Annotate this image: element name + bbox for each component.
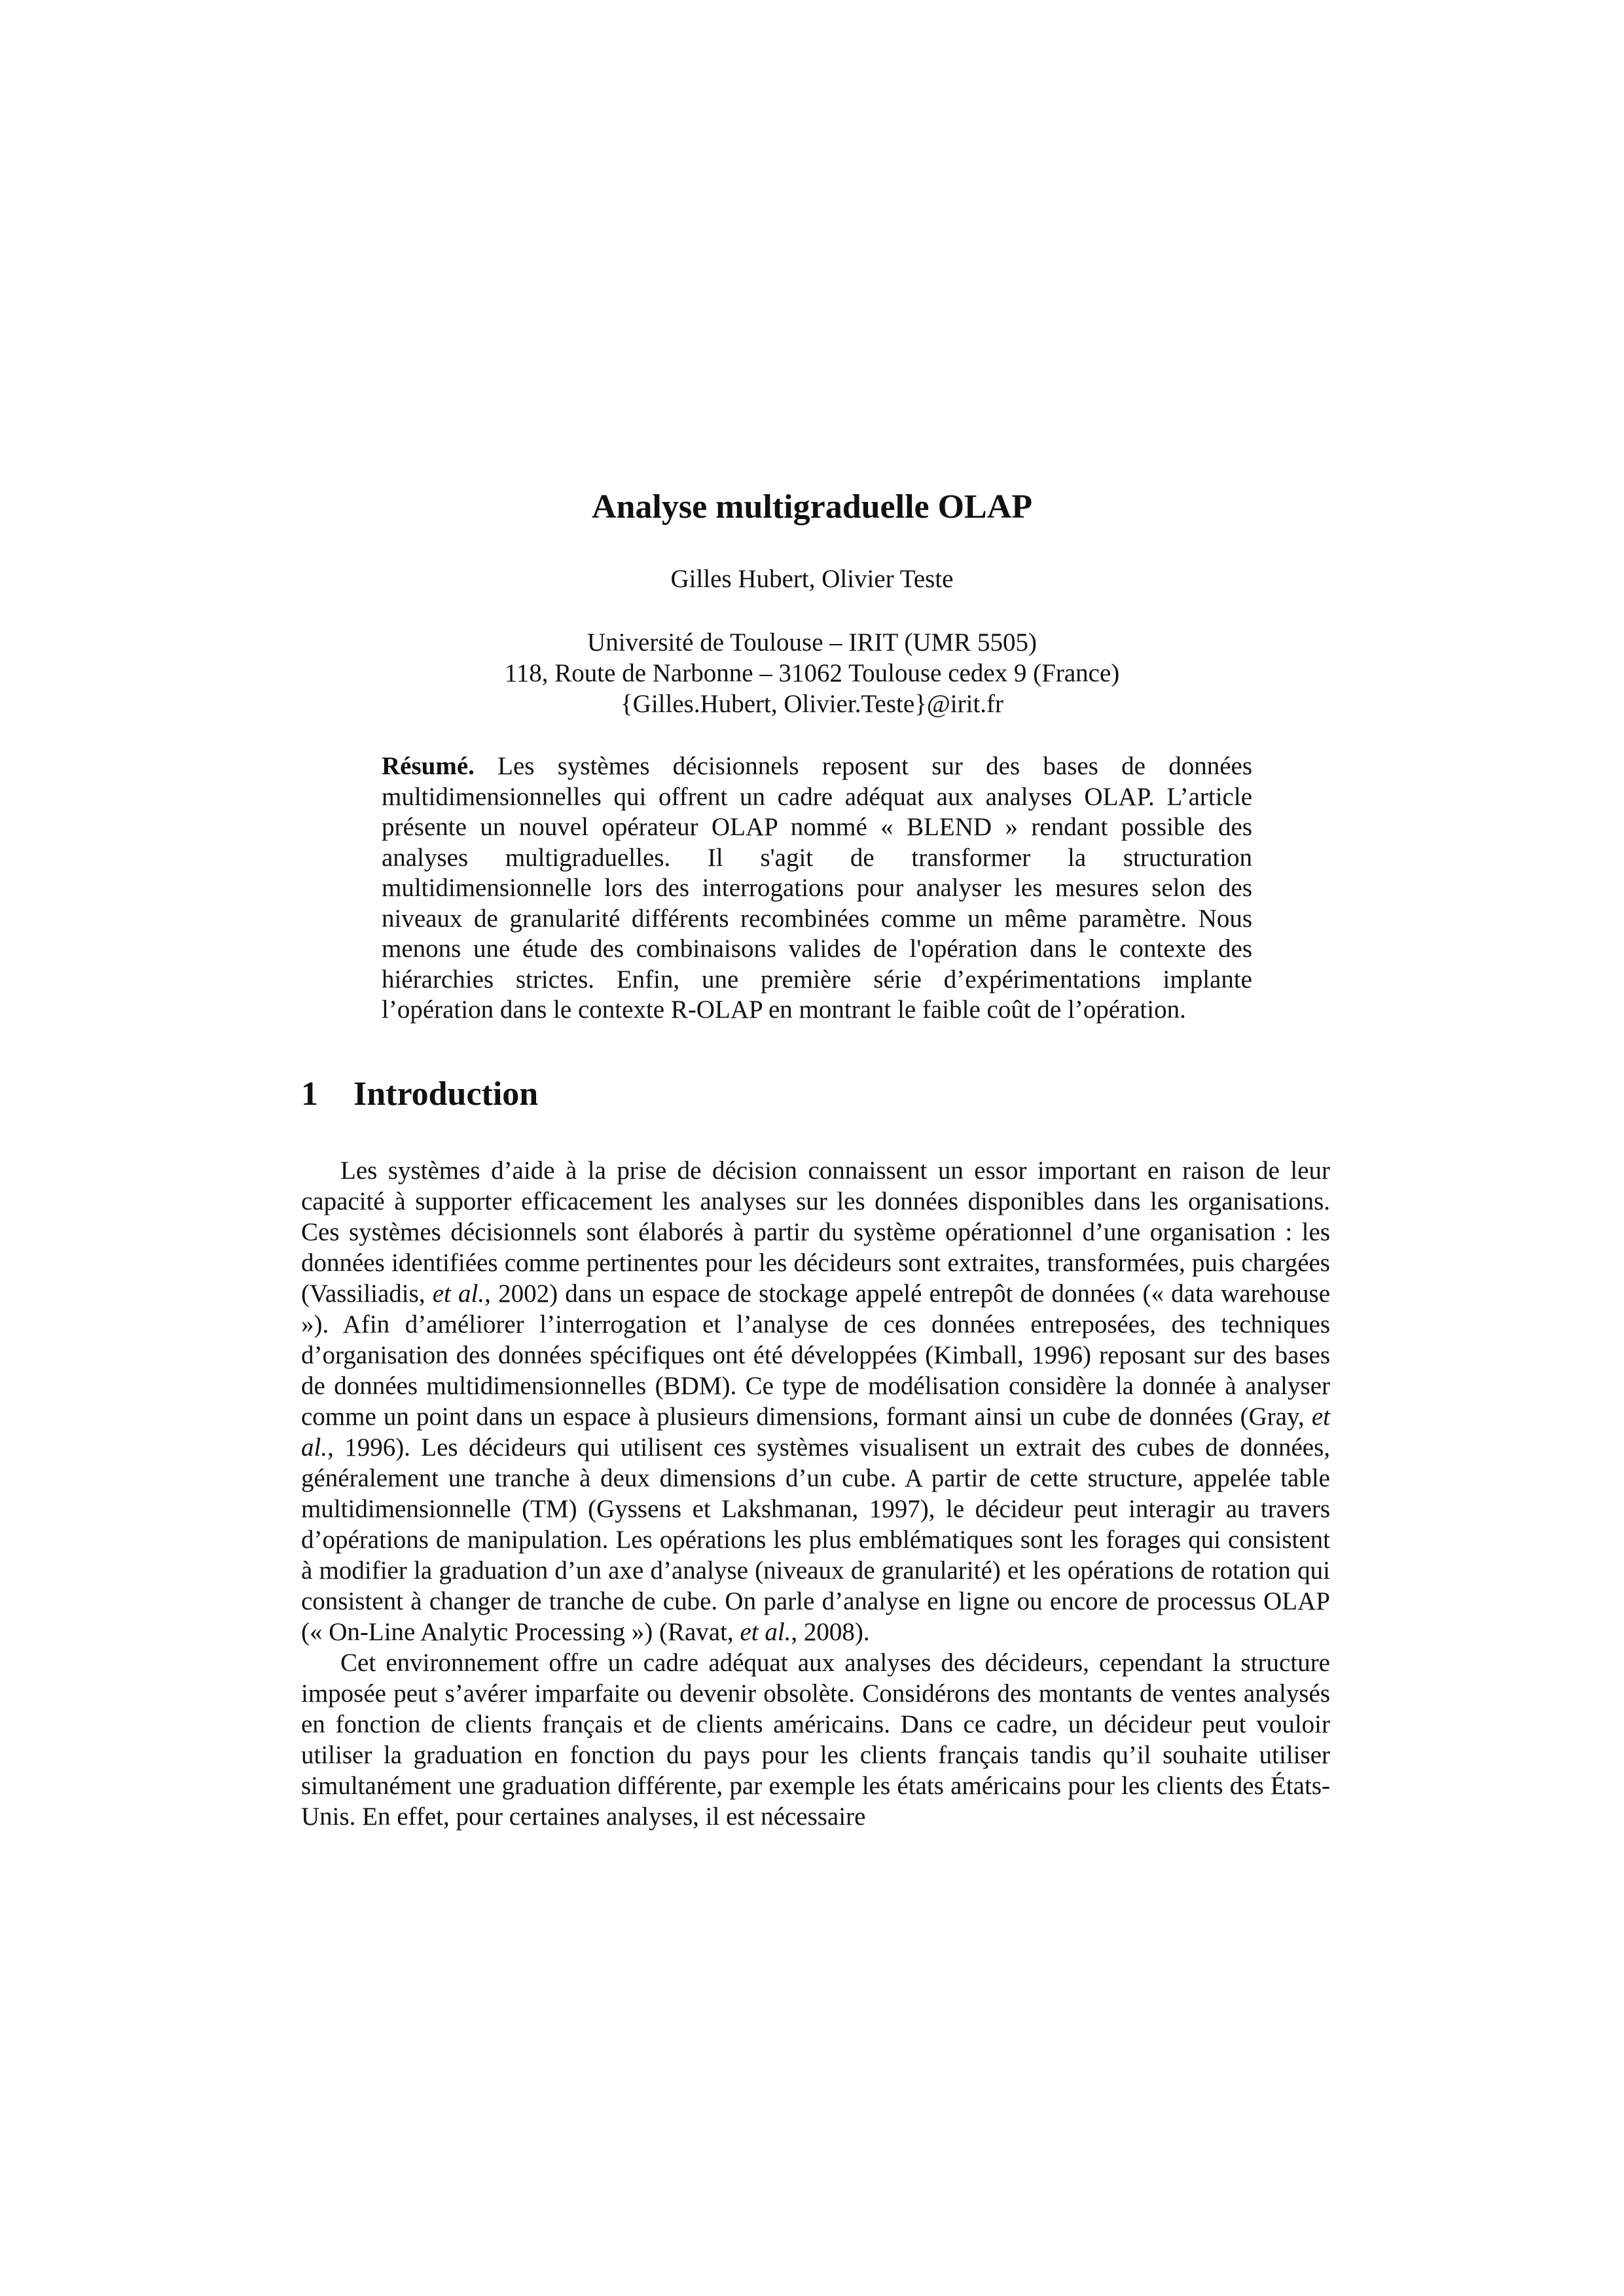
affiliation-institution: Université de Toulouse – IRIT (UMR 5505): [587, 628, 1037, 656]
paper-title: Analyse multigraduelle OLAP: [591, 488, 1033, 526]
paragraph-text: , 1996). Les décideurs qui utilisent ces systèmes visualisent un extrait des cubes de données, généralement une tranche à deux dimensions d’un cube. A partir de cette structure, appelée table multidimensionnelle (TM) (Gyssens et Lakshmanan, 1997), le décideur peut interagir au travers d’opérations de manipulation. Les opérations les plus emblématiques sont les forages qui consistent à modifier la graduation d’un axe d’analyse (niveaux de granularité) et les opérations de rotation qui consistent à changer de tranche de cube. On parle d’analyse en ligne ou encore de processus OLAP (« On-Line Analytic Processing ») (Ravat,: [301, 1433, 1330, 1646]
paragraph-text: , 2008).: [791, 1618, 870, 1646]
citation-etal: et al.: [432, 1280, 485, 1308]
author-list: Gilles Hubert, Olivier Teste: [670, 565, 954, 593]
affiliation-address: 118, Route de Narbonne – 31062 Toulouse cedex 9 (France): [504, 659, 1120, 687]
affiliation-emails: {Gilles.Hubert, Olivier.Teste}@irit.fr: [620, 690, 1004, 718]
body-paragraph: Cet environnement offre un cadre adéquat aux analyses des décideurs, cependant la structure imposée peut s’avérer imparfaite ou devenir obsolète. Considérons des montants de ventes analysés en fonction de clients français et de clients américains. Dans ce cadre, un décideur peut vouloir utiliser la graduation en fonction du pays pour les clients français tandis qu’il souhaite utiliser simultanément une graduation différente, par exemple les états américains pour les clients des États-Unis. En effet, pour certaines analyses, il est nécessaire: [301, 1649, 1330, 1831]
section-body: [301, 1155, 1330, 1832]
section-heading-introduction: [301, 1071, 538, 1117]
citation-etal: et al.: [740, 1618, 791, 1646]
abstract-text: Les systèmes décisionnels reposent sur des bases de données multidimensionnelles qui offrent un cadre adéquat aux analyses OLAP. L’article présente un nouvel opérateur OLAP nommé « BLEND » rendant possible des analyses multigraduelles. Il s'agit de transformer la structuration multidimensionnelle lors des interrogations pour analyser les mesures selon des niveaux de granularité différents recombinées comme un même paramètre. Nous menons une étude des combinaisons valides de l'opération dans le contexte des hiérarchies strictes. Enfin, une première série d’expérimentations implante l’opération dans le contexte R-OLAP en montrant le faible coût de l’opération.: [382, 752, 1253, 1024]
abstract: [382, 751, 1252, 1026]
paragraph-text: Les systèmes d’aide à la prise de décision connaissent un essor important en raison de leur capacité à supporter efficacement les analyses sur les données disponibles dans les organisations. Ces systèmes décisionnels sont élaborés à partir du système opérationnel d’une organisation : les données identifiées comme pertinentes pour les décideurs sont extraites, transformées, puis chargées (Vassiliadis,: [301, 1157, 1330, 1308]
paragraph-text: , 2002) dans un espace de stockage appelé entrepôt de données (« data warehouse »). Afin d’améliorer l’interrogation et l’analyse de ces données entreposées, des techniques d’organisation des données spécifiques ont été développées (Kimball, 1996) reposant sur des bases de données multidimensionnelles (BDM). Ce type de modélisation considère la donnée à analyser comme un point dans un espace à plusieurs dimensions, formant ainsi un cube de données (Gray,: [301, 1280, 1331, 1431]
section-number: 1: [301, 1075, 318, 1113]
affiliation-block: [0, 627, 1624, 719]
citation-etal: et al.: [301, 1403, 1330, 1462]
section-title: Introduction: [353, 1075, 539, 1113]
body-paragraph: [301, 1155, 1330, 1647]
abstract-label: Résumé.: [382, 752, 475, 780]
